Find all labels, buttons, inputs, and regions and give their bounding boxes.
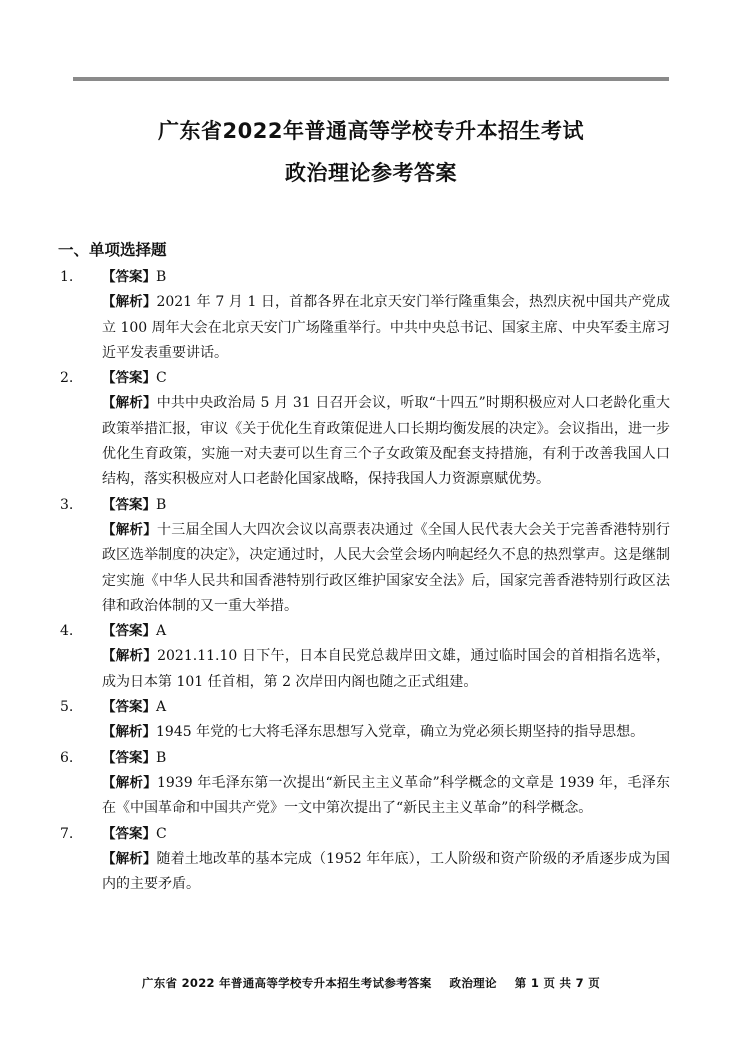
section-heading: 一、单项选择题 <box>58 241 167 259</box>
answer-value: B <box>156 749 167 766</box>
answer-value: C <box>156 825 167 842</box>
question-number: 4. <box>60 623 74 640</box>
answer-line <box>60 695 670 720</box>
question-item <box>60 366 670 492</box>
explanation-text <box>60 847 670 898</box>
explanation-tag: 【解析】 <box>102 724 156 741</box>
page-footer <box>0 975 742 991</box>
answer-value: A <box>156 623 167 640</box>
question-item <box>60 746 670 822</box>
answer-line <box>60 265 670 290</box>
answer-tag: 【答案】 <box>102 496 156 513</box>
answer-line <box>60 746 670 771</box>
question-number: 6. <box>60 749 74 766</box>
answer-line <box>60 619 670 644</box>
footer-doc-name: 广东省 2022 年普通高等学校专升本招生考试参考答案 <box>141 976 432 990</box>
explanation-tag: 【解析】 <box>102 648 158 665</box>
explanation-body: 1939 年毛泽东第一次提出“新民主主义革命”科学概念的文章是 1939 年，毛泽东在《中国革命和中国共产党》一文中第次提出了“新民主主义革命”的科学概念。 <box>102 774 671 817</box>
explanation-body: 随着土地改革的基本完成（1952 年年底），工人阶级和资产阶级的矛盾逐步成为国内的主要矛盾。 <box>102 850 671 893</box>
explanation-text <box>60 391 670 492</box>
explanation-tag: 【解析】 <box>102 395 157 412</box>
question-item <box>60 822 670 898</box>
question-item <box>60 265 670 366</box>
answer-value: B <box>156 269 167 285</box>
answer-tag: 【答案】 <box>102 749 156 766</box>
answer-tag: 【答案】 <box>102 370 156 387</box>
explanation-tag: 【解析】 <box>102 521 158 538</box>
question-number: 1. <box>60 269 74 285</box>
explanation-body: 1945 年党的七大将毛泽东思想写入党章，确立为党必须长期坚持的指导思想。 <box>156 724 645 741</box>
answer-tag: 【答案】 <box>102 269 156 285</box>
explanation-text <box>60 290 670 366</box>
answer-tag: 【答案】 <box>102 825 156 842</box>
question-list <box>60 265 670 897</box>
answer-line <box>60 366 670 391</box>
answer-line <box>60 822 670 847</box>
question-number: 2. <box>60 370 74 387</box>
explanation-body: 中共中央政治局 5 月 31 日召开会议，听取“十四五”时期积极应对人口老龄化重大政策举措汇报，审议《关于优化生育政策促进人口长期均衡发展的决定》。会议指出，进一步优化生育政策，实施一对夫妻可以生育三个子女政策及配套支持措施，有利于改善我国人口结构，落实积极应对人口老龄化国家战略，保持我国人力资源禀赋优势。 <box>102 395 670 488</box>
explanation-body: 十三届全国人大四次会议以高票表决通过《全国人民代表大会关于完善香港特别行政区选举制度的决定》，决定通过时，人民大会堂会场内响起经久不息的热烈掌声。这是继制定实施《中华人民共和国香港特别行政区维护国家安全法》后，国家完善香港特别行政区法律和政治体制的又一重大举措。 <box>102 521 671 614</box>
explanation-tag: 【解析】 <box>102 850 157 867</box>
explanation-text <box>60 720 670 745</box>
answer-value: B <box>156 496 167 513</box>
document-subtitle: 政治理论参考答案 <box>285 161 457 185</box>
explanation-text <box>60 518 670 619</box>
header-rule <box>73 77 669 81</box>
question-item <box>60 695 670 746</box>
question-number: 7. <box>60 825 74 842</box>
explanation-text <box>60 644 670 695</box>
answer-tag: 【答案】 <box>102 699 156 716</box>
explanation-body: 2021 年 7 月 1 日，首都各界在北京天安门举行隆重集会，热烈庆祝中国共产党成立 100 周年大会在北京天安门广场隆重举行。中共中央总书记、国家主席、中央军委主席习近平发表重要讲话。 <box>102 294 671 361</box>
explanation-body: 2021.11.10 日下午，日本自民党总裁岸田文雄，通过临时国会的首相指名选举，成为日本第 101 任首相，第 2 次岸田内阁也随之正式组建。 <box>102 648 671 690</box>
footer-subject: 政治理论 <box>449 976 497 990</box>
footer-page-info: 第 1 页 共 7 页 <box>514 976 601 990</box>
question-number: 5. <box>60 699 74 716</box>
explanation-tag: 【解析】 <box>102 774 157 791</box>
answer-tag: 【答案】 <box>102 623 156 640</box>
answer-value: C <box>156 370 167 387</box>
document-title: 广东省2022年普通高等学校专升本招生考试 <box>158 119 584 143</box>
answer-line <box>60 493 670 518</box>
explanation-tag: 【解析】 <box>102 294 157 311</box>
answer-value: A <box>156 699 167 716</box>
question-number: 3. <box>60 496 74 513</box>
explanation-text <box>60 771 670 822</box>
question-item <box>60 619 670 695</box>
question-item <box>60 493 670 619</box>
